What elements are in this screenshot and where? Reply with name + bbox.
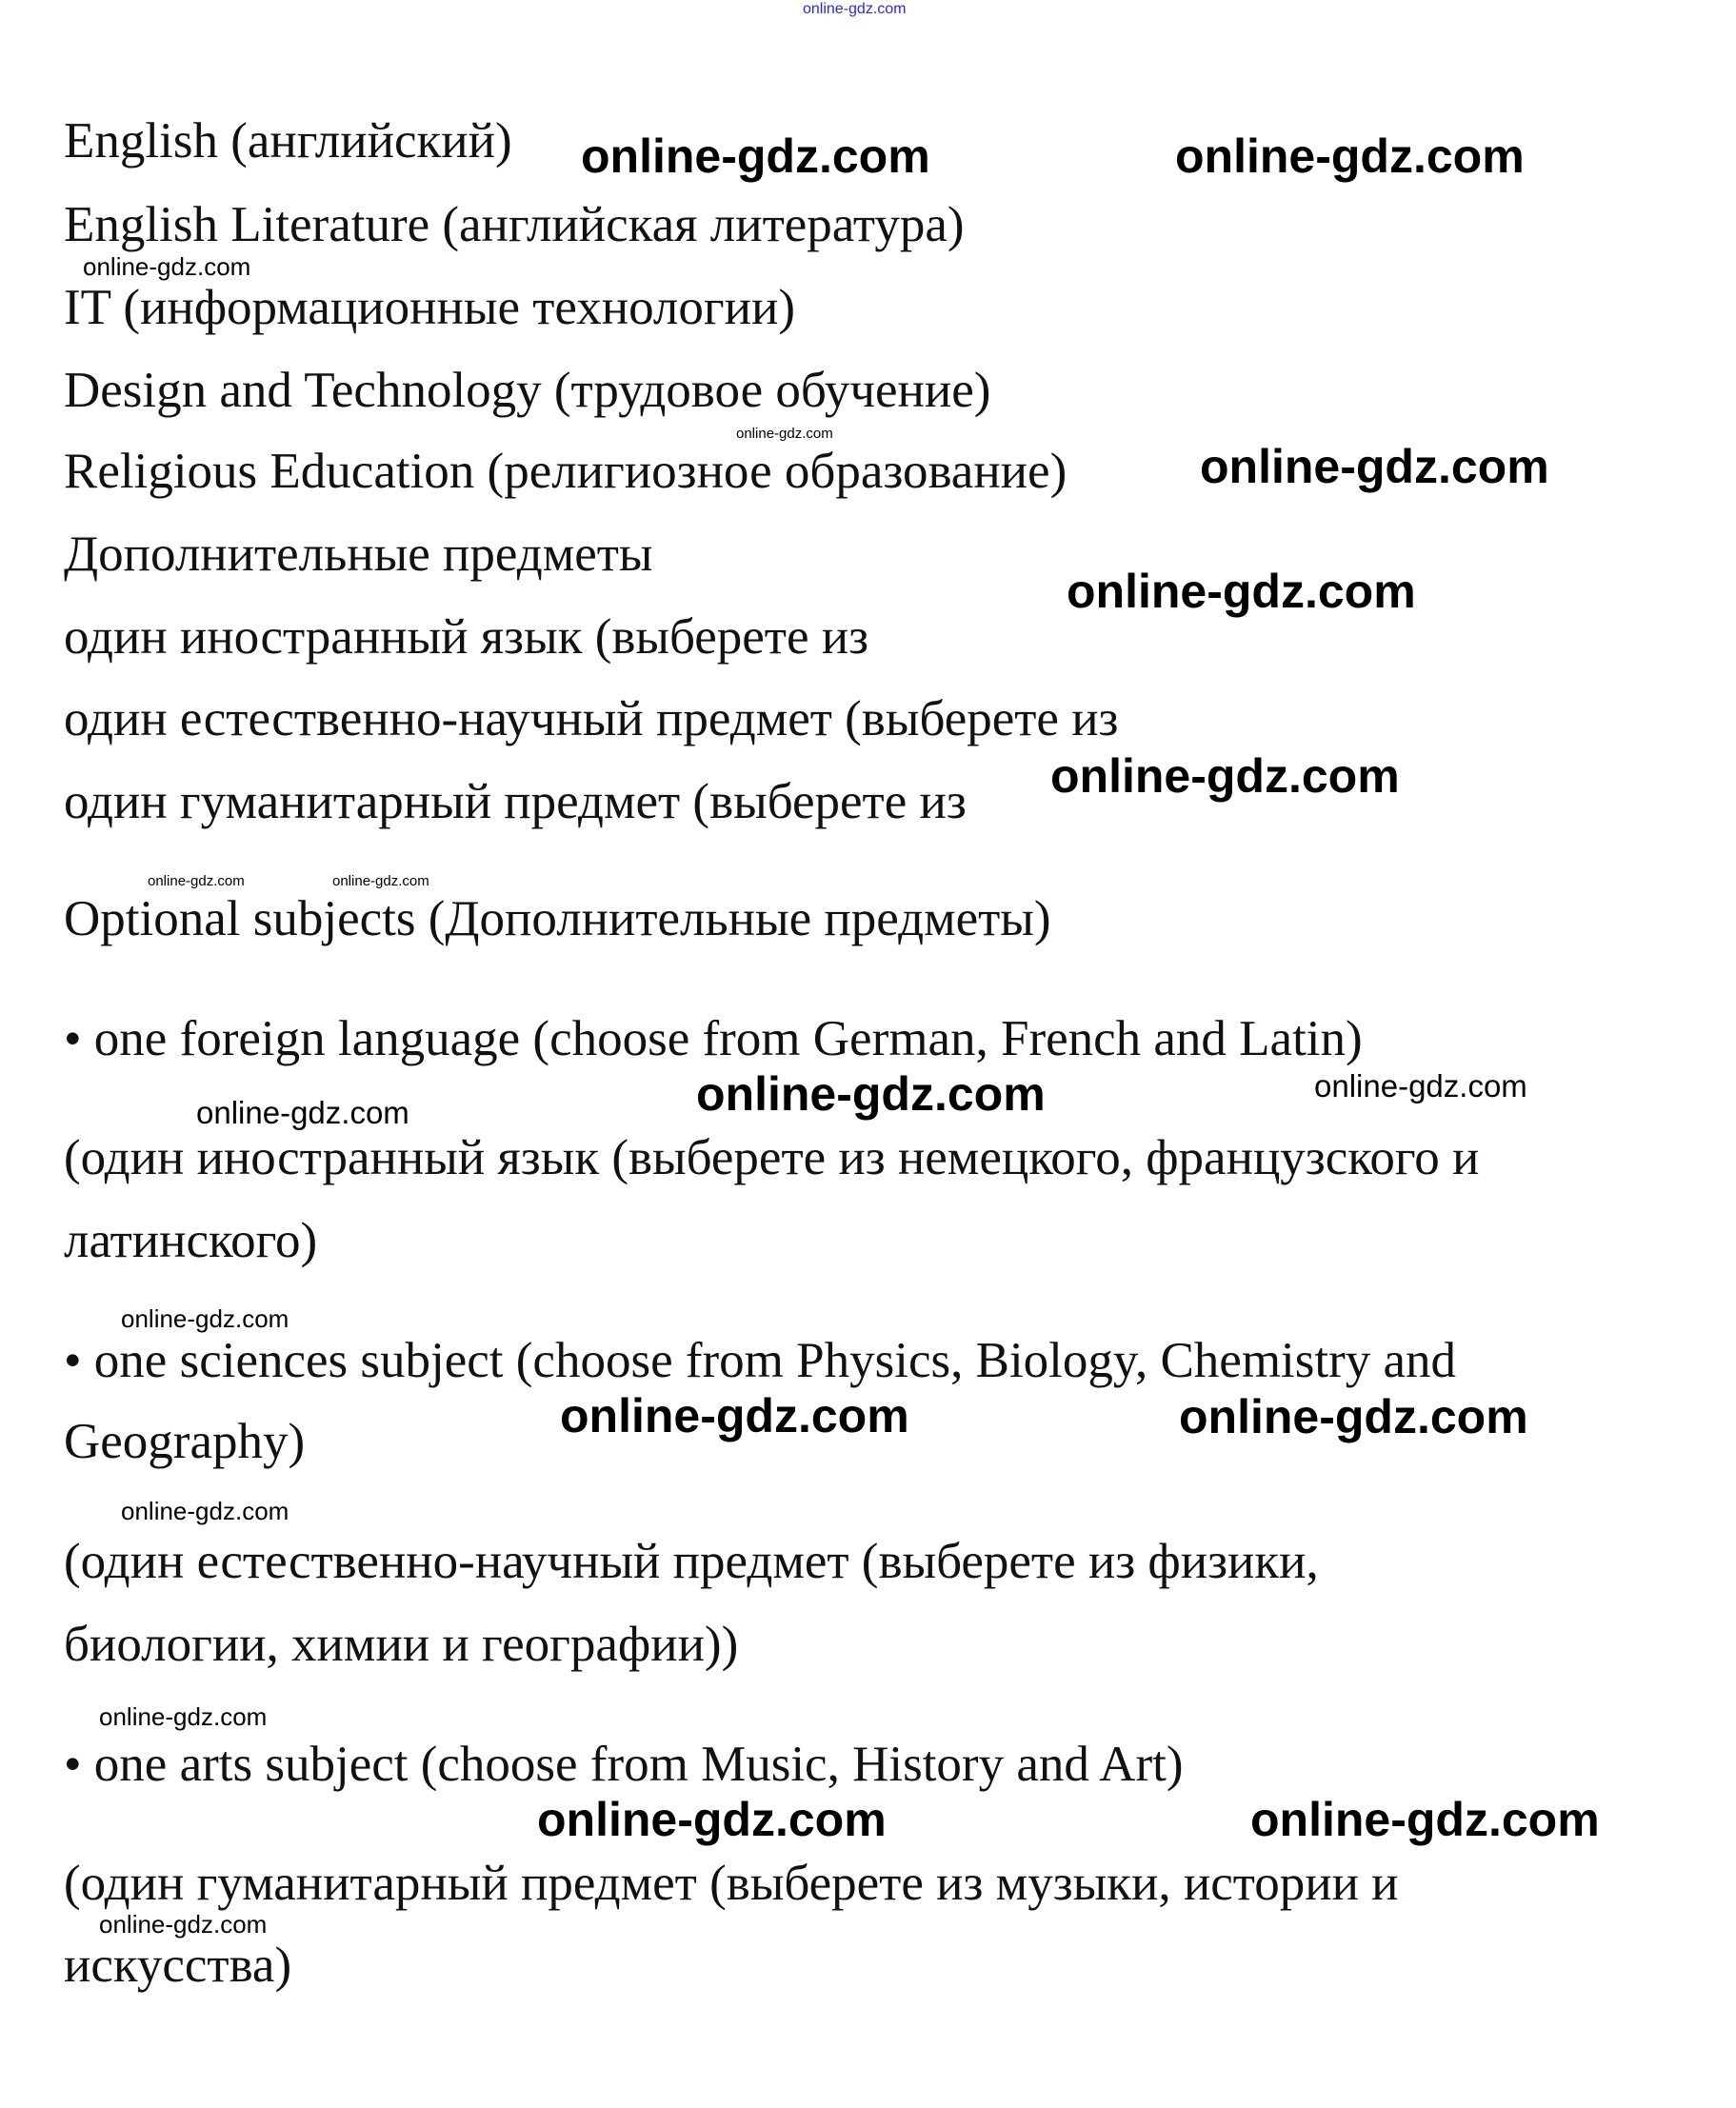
subject-line: IT (информационные технологии) xyxy=(64,280,795,335)
watermark: online-gdz.com xyxy=(196,1095,409,1130)
watermark: online-gdz.com xyxy=(1175,129,1525,183)
watermark: online-gdz.com xyxy=(99,1910,268,1939)
bullet-item: • one sciences subject (choose from Physics, Biology, Chemistry and xyxy=(64,1333,1457,1388)
subject-line: English (английский) xyxy=(64,113,512,169)
watermark: online-gdz.com xyxy=(332,873,429,889)
watermark: online-gdz.com xyxy=(1200,440,1549,493)
translation-line: (один естественно-научный предмет (выберете из физики, xyxy=(64,1534,1319,1589)
watermark: online-gdz.com xyxy=(121,1497,289,1525)
bullet-item: Geography) xyxy=(64,1414,306,1469)
bullet-item: • one arts subject (choose from Music, History and Art) xyxy=(64,1737,1184,1792)
translation-line: латинского) xyxy=(64,1213,318,1268)
text-line: один иностранный язык (выберете из xyxy=(64,609,869,665)
subject-line: Design and Technology (трудовое обучение) xyxy=(64,363,991,418)
watermark: online-gdz.com xyxy=(83,252,251,281)
watermark: online-gdz.com xyxy=(560,1389,909,1442)
translation-line: искусства) xyxy=(64,1938,292,1993)
subject-line: English Literature (английская литература) xyxy=(64,197,965,252)
subject-line: Religious Education (религиозное образование) xyxy=(64,444,1068,499)
watermark: online-gdz.com xyxy=(1250,1793,1600,1846)
text-line: один естественно-научный предмет (выберете из xyxy=(64,691,1119,746)
watermark: online-gdz.com xyxy=(99,1702,268,1731)
watermark: online-gdz.com xyxy=(1179,1390,1528,1443)
translation-line: биологии, химии и географии)) xyxy=(64,1617,739,1672)
watermark: online-gdz.com xyxy=(148,873,245,889)
text-line: один гуманитарный предмет (выберете из xyxy=(64,774,967,829)
translation-line: (один гуманитарный предмет (выберете из музыки, истории и xyxy=(64,1856,1399,1911)
watermark: online-gdz.com xyxy=(696,1067,1046,1121)
watermark: online-gdz.com xyxy=(1067,565,1416,618)
section-heading: Optional subjects (Дополнительные предметы) xyxy=(64,891,1051,946)
watermark: online-gdz.com xyxy=(121,1304,289,1333)
watermark: online-gdz.com xyxy=(1050,749,1400,803)
watermark: online-gdz.com xyxy=(537,1793,887,1846)
watermark: online-gdz.com xyxy=(736,426,833,442)
translation-line: (один иностранный язык (выберете из немецкого, французского и xyxy=(64,1130,1480,1185)
watermark: online-gdz.com xyxy=(581,129,930,183)
watermark: online-gdz.com xyxy=(1314,1068,1527,1104)
header-watermark: online-gdz.com xyxy=(803,1,907,17)
section-heading: Дополнительные предметы xyxy=(64,527,653,582)
bullet-item: • one foreign language (choose from German, French and Latin) xyxy=(64,1011,1363,1066)
